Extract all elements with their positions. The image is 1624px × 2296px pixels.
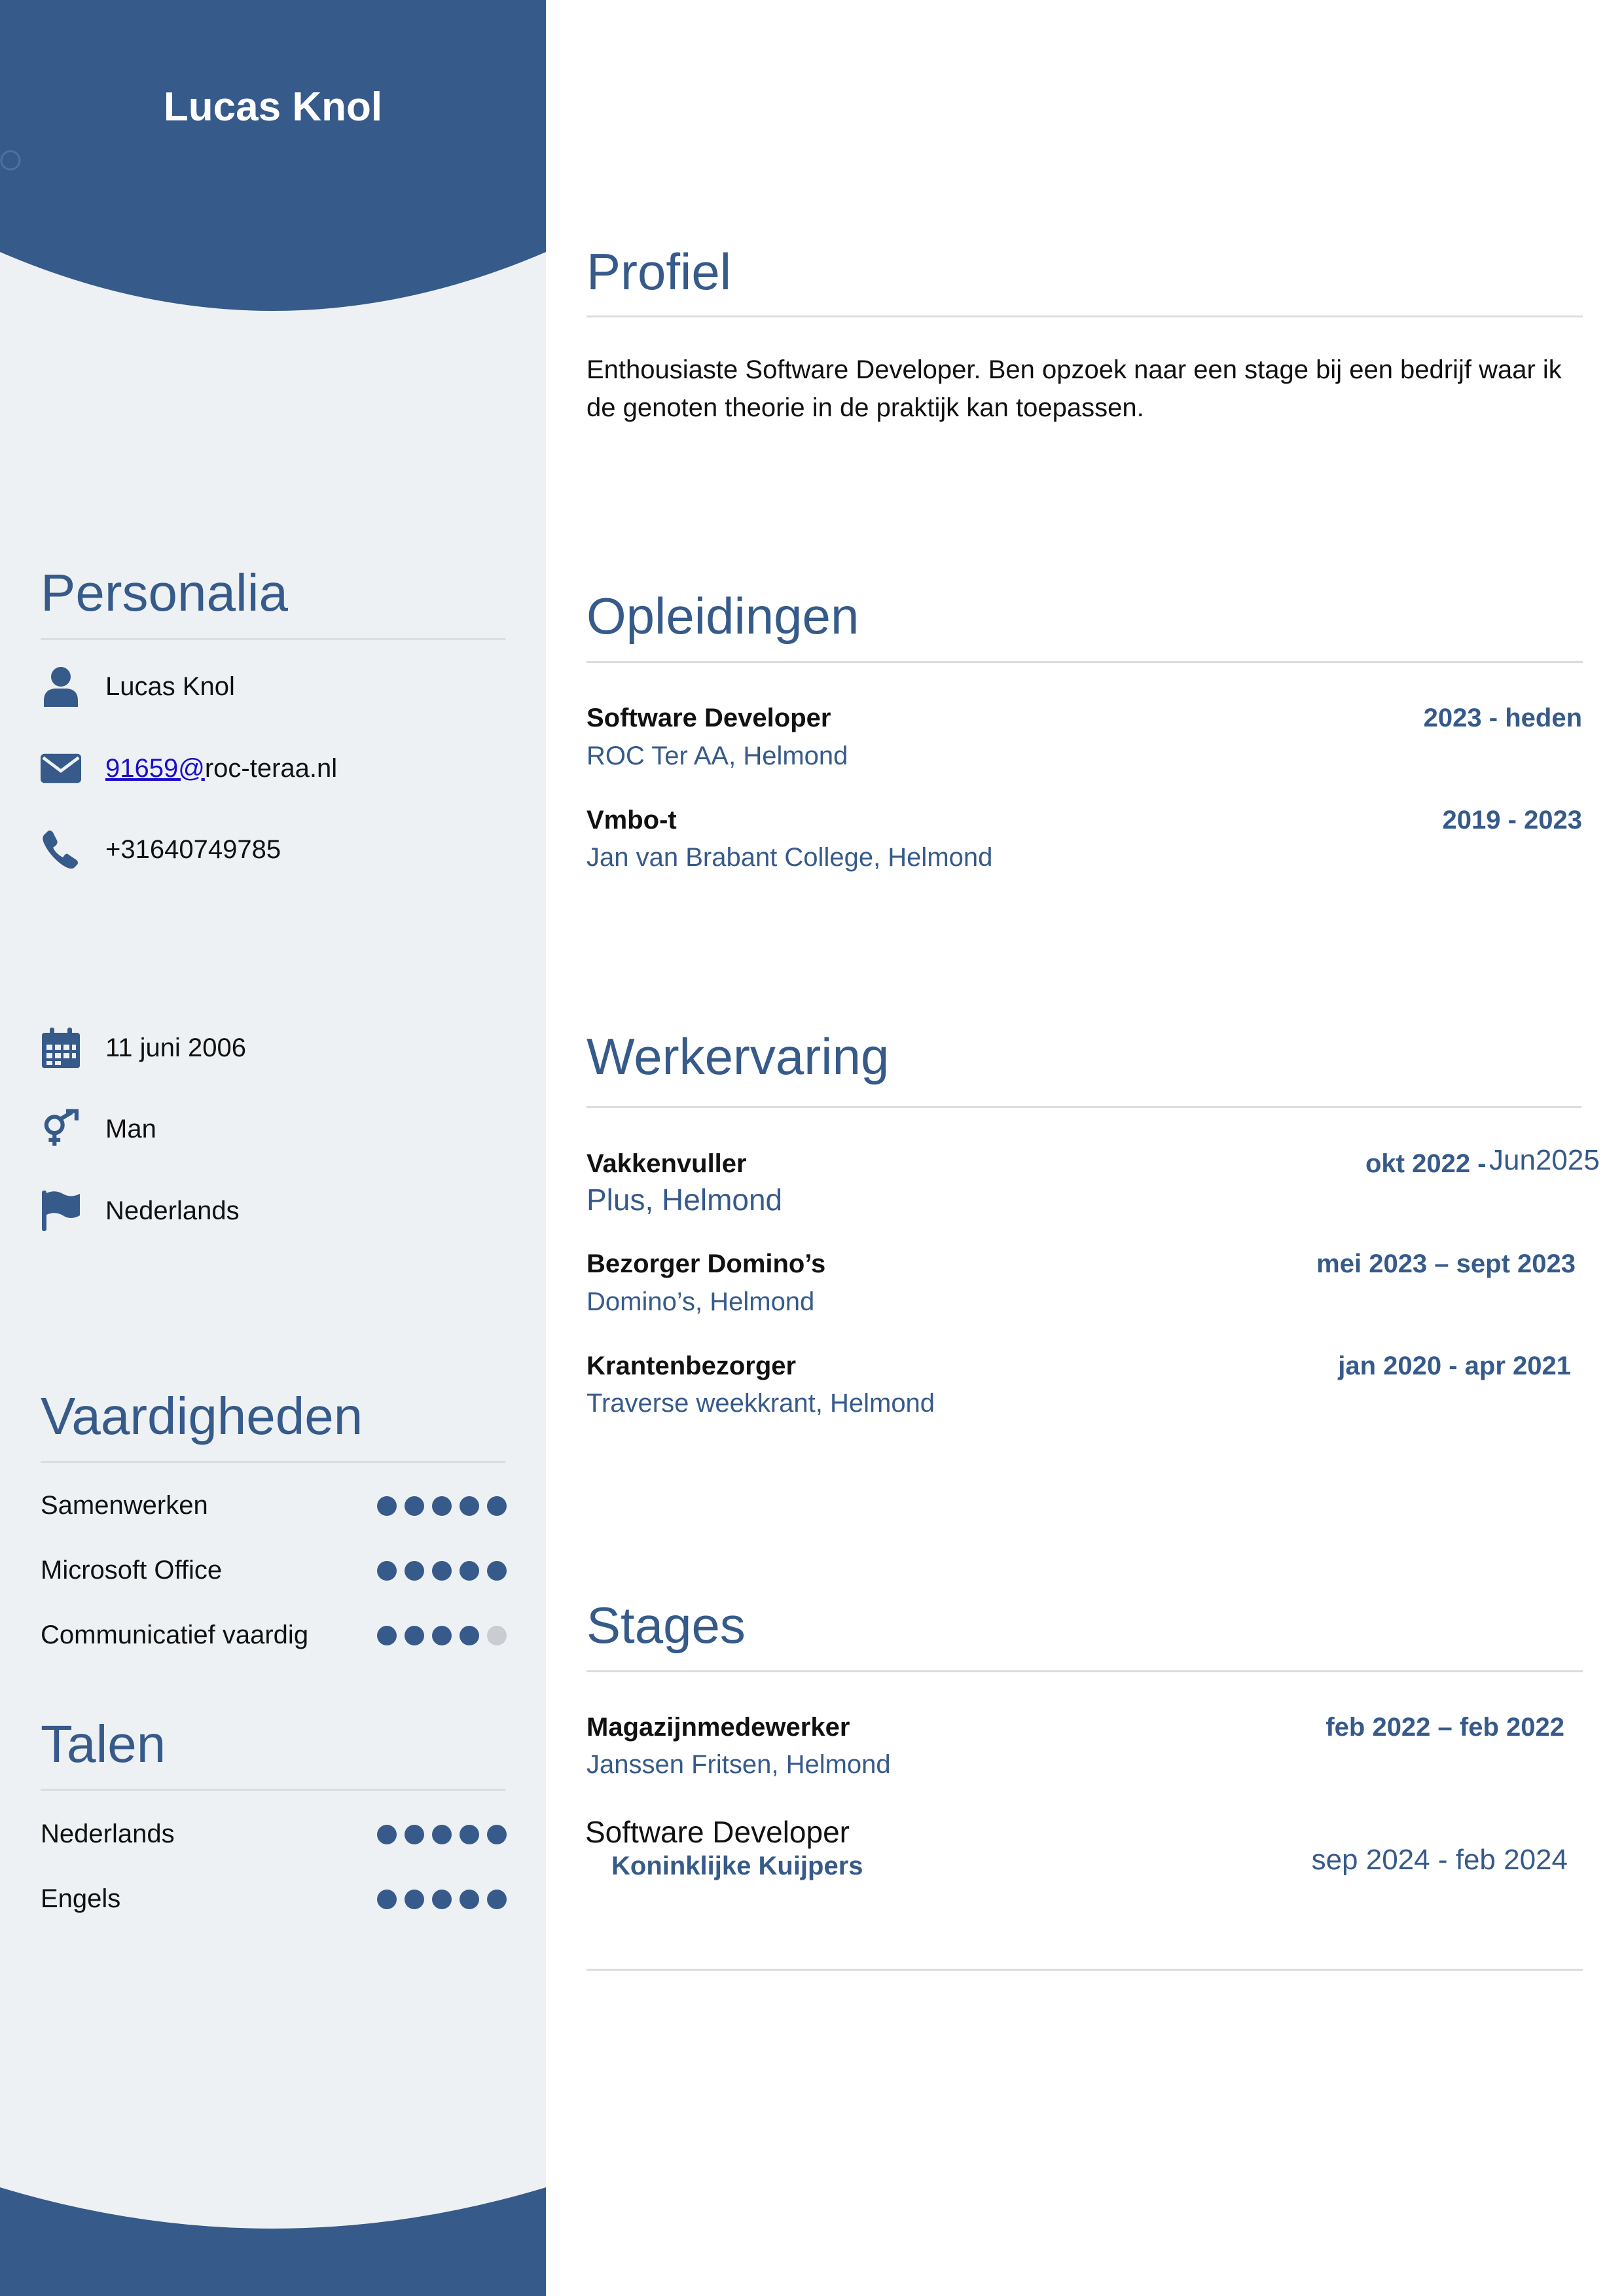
skill-label: Communicatief vaardig [41,1621,309,1649]
internship-item-company: Janssen Fritsen, Helmond [586,1750,891,1779]
work-item-company: Domino’s, Helmond [586,1287,815,1316]
rating-dot-filled [460,1561,479,1581]
work-item-date-end: Jun2025 [1489,1144,1600,1176]
email-domain: roc-teraa.nl [204,753,338,783]
language-row [41,1884,507,1914]
rating-dot-filled [432,1890,452,1909]
skill-rating [377,1496,507,1516]
personalia-title: Personalia [41,564,289,622]
languages-divider [41,1789,505,1791]
rating-dot-filled [377,1825,397,1844]
user-icon [41,666,81,707]
rating-dot-filled [460,1825,479,1844]
rating-dot-filled [460,1496,479,1516]
rating-dot-filled [432,1825,452,1844]
gender-icon [41,1109,81,1149]
rating-dot-filled [405,1825,424,1844]
internship-item-date: feb 2022 – feb 2022 [1326,1713,1564,1742]
education-title: Opleidingen [586,587,859,645]
rating-dot-filled [487,1561,507,1581]
profile-divider [586,315,1583,317]
work-item-date: okt 2022 - [1365,1149,1487,1178]
personalia-birthdate-row [41,1025,505,1071]
internship-item-title: Software Developer [585,1815,850,1849]
internship-item-date: sep 2024 - feb 2024 [1311,1844,1568,1876]
skill-rating [377,1561,507,1581]
candidate-name: Lucas Knol [163,84,383,130]
skill-label: Microsoft Office [41,1556,223,1585]
language-label: Nederlands [41,1820,175,1848]
sidebar-header-shape [0,0,546,314]
language-rating [377,1890,507,1909]
personalia-gender: Man [105,1114,156,1143]
work-divider [586,1106,1581,1108]
phone-icon [41,829,81,870]
personalia-phone: +31640749785 [105,834,281,864]
rating-dot-filled [432,1496,452,1516]
rating-dot-empty [487,1626,507,1645]
skills-divider [41,1461,505,1463]
education-item-title: Vmbo-t [586,806,677,834]
envelope-icon [41,748,81,789]
education-item-school: Jan van Brabant College, Helmond [586,843,993,872]
bottom-divider [586,1969,1583,1971]
profile-text: Enthousiaste Software Developer. Ben opzoek naar een stage bij een bedrijf waar ik de genoten theorie in de praktijk kan toepassen. [586,355,1562,422]
rating-dot-filled [405,1626,424,1645]
skill-row [41,1621,507,1650]
rating-dot-filled [487,1825,507,1844]
rating-dot-filled [405,1561,424,1581]
education-item-date: 2019 - 2023 [1442,806,1582,834]
work-item-company: Traverse weekkrant, Helmond [586,1389,935,1418]
calendar-icon [41,1028,81,1068]
personalia-email-row [41,745,505,791]
rating-dot-filled [460,1890,479,1909]
sidebar [0,0,546,2296]
rating-dot-filled [377,1890,397,1909]
personalia-phone-row [41,827,505,872]
personalia-name-row [41,664,505,709]
work-title: Werkervaring [586,1028,890,1085]
work-item-company: Plus, Helmond [586,1183,783,1217]
work-item-title: Bezorger Domino’s [586,1249,826,1278]
education-item-title: Software Developer [586,704,831,732]
rating-dot-filled [405,1496,424,1516]
rating-dot-filled [377,1626,397,1645]
personalia-birthdate: 11 juni 2006 [105,1033,246,1062]
flag-icon [41,1191,81,1231]
rating-dot-filled [377,1496,397,1516]
internships-divider [586,1670,1583,1672]
education-item-date: 2023 - heden [1423,704,1582,732]
skill-row [41,1556,507,1585]
skills-title: Vaardigheden [41,1387,363,1445]
rating-dot-filled [432,1626,452,1645]
rating-dot-filled [405,1890,424,1909]
language-label: Engels [41,1884,121,1913]
personalia-divider [41,638,505,640]
personalia-email [105,754,337,783]
work-item-date: jan 2020 - apr 2021 [1338,1352,1571,1380]
sidebar-footer-shape [0,2173,546,2296]
rating-dot-filled [487,1496,507,1516]
internship-item-company: Koninklijke Kuijpers [611,1852,863,1880]
personalia-nationality-row [41,1188,505,1234]
work-item-title: Vakkenvuller [586,1149,747,1178]
skill-label: Samenwerken [41,1491,208,1520]
language-rating [377,1825,507,1844]
email-link[interactable]: 91659@ [105,753,205,783]
language-row [41,1820,507,1849]
personalia-name: Lucas Knol [105,672,235,701]
personalia-nationality: Nederlands [105,1196,240,1225]
education-divider [586,661,1583,663]
profile-title: Profiel [586,243,732,300]
rating-dot-filled [460,1626,479,1645]
rating-dot-filled [432,1561,452,1581]
internship-item-title: Magazijnmedewerker [586,1713,850,1742]
personalia-gender-row [41,1106,505,1152]
rating-dot-filled [487,1890,507,1909]
skill-rating [377,1626,507,1645]
work-item-title: Krantenbezorger [586,1352,797,1380]
internships-title: Stages [586,1596,746,1654]
skill-row [41,1491,507,1520]
education-item-school: ROC Ter AA, Helmond [586,742,848,770]
rating-dot-filled [377,1561,397,1581]
work-item-date: mei 2023 – sept 2023 [1316,1249,1576,1278]
languages-title: Talen [41,1715,166,1773]
